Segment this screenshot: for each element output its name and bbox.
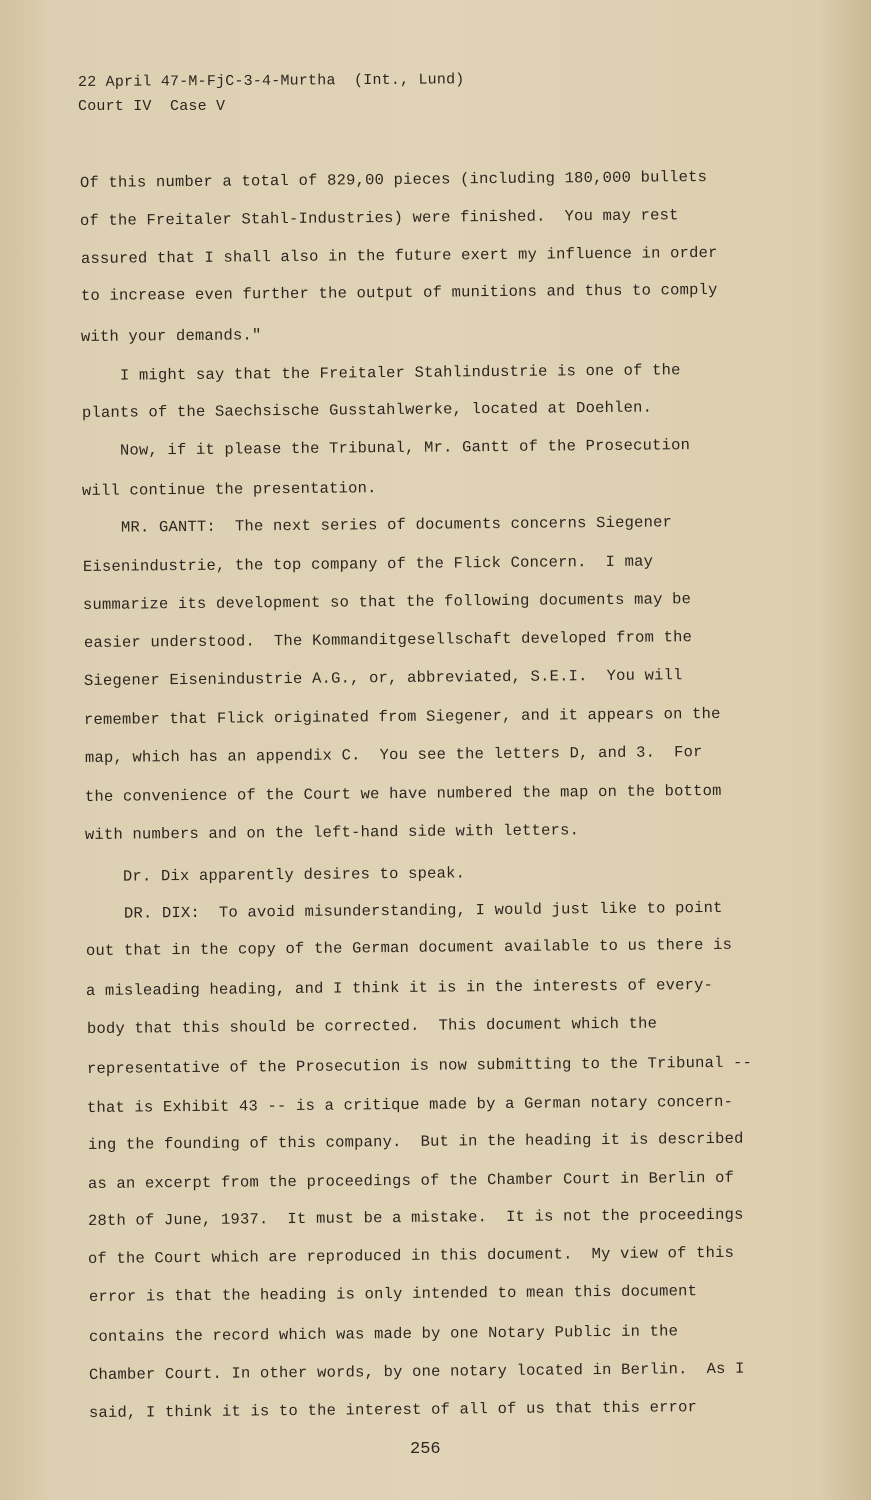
body-line: assured that I shall also in the future exert my influence in order [80,243,718,268]
body-line: Of this number a total of 829,00 pieces (including 180,000 bullets [79,167,708,192]
body-line: MR. GANTT: The next series of documents concerns Siegener [82,513,672,537]
body-line: that is Exhibit 43 -- is a critique made by a German notary concern- [87,1092,734,1117]
body-line: representative of the Prosecution is now submitting to the Tribunal -- [86,1053,753,1078]
body-line: ing the founding of this company. But in the heading it is described [87,1129,744,1154]
body-line: easier understood. The Kommanditgesellschaft developed from the [83,628,692,652]
body-line: I might say that the Freitaler Stahlindustrie is one of the [81,361,681,385]
body-line: plants of the Saechsische Gusstahlwerke, located at Doehlen. [81,398,652,422]
body-line: will continue the presentation. [82,479,378,500]
body-line: 28th of June, 1937. It must be a mistake. It is not the proceedings [88,1205,744,1230]
body-line: summarize its development so that the following documents may be [83,590,692,614]
body-line: body that this should be corrected. This document which the [86,1014,657,1038]
body-line: out that in the copy of the German document available to us there is [85,935,733,960]
body-line: contains the record which was made by one Notary Public in the [88,1322,679,1346]
body-line: remember that Flick originated from Siegener, and it appears on the [84,704,721,729]
body-line: map, which has an appendix C. You see the letters D, and 3. For [84,743,703,767]
body-line: DR. DIX: To avoid misunderstanding, I would just like to point [85,898,723,923]
header-line-2: Court IV Case V [78,98,226,115]
body-line: of the Freitaler Stahl-Industries) were finished. You may rest [80,206,679,230]
body-line: the convenience of the Court we have numbered the map on the bottom [84,781,722,806]
body-line: Now, if it please the Tribunal, Mr. Gantt of the Prosecution [82,436,691,460]
body-line: error is that the heading is only intended to mean this document [88,1282,697,1306]
body-line: Dr. Dix apparently desires to speak. [85,864,466,886]
page-number: 256 [410,1440,441,1459]
body-line: of the Court which are reproduced in this document. My view of this [88,1243,735,1268]
body-line: as an excerpt from the proceedings of the Chamber Court in Berlin of [87,1168,734,1193]
body-line: with your demands." [81,326,262,346]
header-line-1: 22 April 47-M-FjC-3-4-Murtha (Int., Lund) [77,71,465,91]
body-line: with numbers and on the left-hand side with letters. [85,821,580,844]
body-line: a misleading heading, and I think it is in the interests of every- [86,975,714,1000]
body-line: to increase even further the output of munitions and thus to comply [80,280,718,305]
body-line: Siegener Eisenindustrie A.G., or, abbreviated, S.E.I. You will [83,666,683,690]
body-line: Chamber Court. In other words, by one notary located in Berlin. As I [88,1359,745,1384]
body-line: Eisenindustrie, the top company of the Flick Concern. I may [82,552,654,576]
body-line: said, I think it is to the interest of all of us that this error [88,1398,698,1422]
